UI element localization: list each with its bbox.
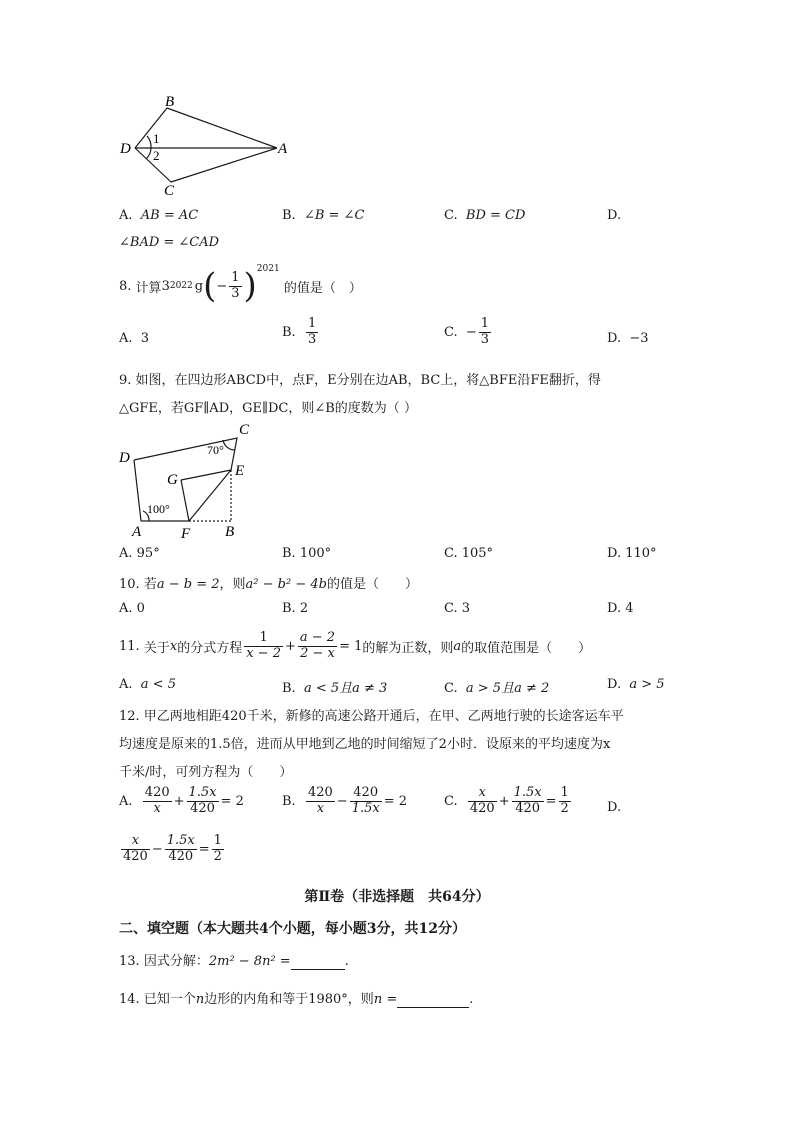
- fig9-label-f: F: [181, 526, 191, 542]
- fig9-label-a: A: [132, 524, 142, 540]
- q12-option-d: $\frac{x}{420}$ − $\frac{1.5x}{420}$ = $\frac{1}{2}$: [123, 833, 222, 864]
- q9-option-b: B. 100°: [282, 546, 332, 561]
- q10-stem: 10. 若a − b = 2，则a² − b² − 4b的值是（ ）: [119, 577, 418, 592]
- q8-option-a: A. 3: [119, 331, 150, 346]
- q8-option-d: D. −3: [607, 331, 649, 346]
- q10-option-b: B. 2: [282, 601, 309, 616]
- q14-stem: 14. 已知一个n边形的内角和等于1980°，则n = .: [119, 992, 474, 1007]
- fig9-angle-a: 100°: [147, 502, 170, 516]
- section2-title: 第Ⅱ卷（非选择题 共64分）: [304, 889, 490, 905]
- q14-answer-blank[interactable]: [397, 992, 469, 1008]
- q11-option-c: C. a > 5且a ≠ 2: [444, 681, 550, 696]
- q12-option-c: C. $\frac{x}{420}$ + $\frac{1.5x}{420}$ = $\frac{1}{2}$: [444, 785, 569, 816]
- q8-stem: 8. 计算 3 2022 g ( − $\frac{1}{3}$ ) $^{2021}$ 的值是（ ）: [119, 264, 362, 306]
- fig7-label-a: A: [278, 141, 288, 157]
- q9-option-c: C. 105°: [444, 546, 494, 561]
- q7-option-d-label: D.: [607, 208, 622, 223]
- fig9-angle-c: 70°: [207, 443, 224, 457]
- q10-option-d: D. 4: [607, 601, 634, 616]
- fig7-label-b: B: [165, 94, 175, 110]
- q7-figure: [115, 92, 295, 202]
- q7-option-c: C. BD = CD: [444, 208, 526, 223]
- q11-option-b: B. a < 5且a ≠ 3: [282, 681, 388, 696]
- q8-option-c: C. − $\frac{1}{3}$: [444, 316, 490, 347]
- q12-stem-line3: 千米/时，可列方程为（ ）: [119, 765, 293, 780]
- fig7-label-c: C: [164, 183, 175, 199]
- q9-figure: [115, 418, 265, 543]
- q9-stem-line2: △GFE，若GF∥AD，GE∥DC，则∠B的度数为（ ）: [119, 401, 417, 416]
- fig7-label-d: D: [120, 141, 131, 157]
- q10-option-a: A. 0: [119, 601, 145, 616]
- q9-stem-line1: 9. 如图，在四边形ABCD中，点F，E分别在边AB，BC上，将△BFE沿FE翻折，得: [119, 373, 601, 388]
- q12-stem-line1: 12. 甲乙两地相距420千米，新修的高速公路开通后，在甲、乙两地行驶的长途客运车平: [119, 709, 624, 724]
- fig9-label-e: E: [235, 463, 245, 479]
- fig9-label-d: D: [119, 450, 130, 466]
- q13-answer-blank[interactable]: [291, 954, 345, 970]
- q13-stem: 13. 因式分解：2m² − 8n² = .: [119, 954, 349, 969]
- q9-option-a: A. 95°: [119, 546, 160, 561]
- q10-option-c: C. 3: [444, 601, 471, 616]
- q12-option-b: B. $\frac{420}{x}$ − $\frac{420}{1.5x}$ = 2: [282, 785, 407, 816]
- q11-option-a: A. a < 5: [119, 677, 176, 692]
- q12-stem-line2: 均速度是原来的1.5倍，进而从甲地到乙地的时间缩短了2小时．设原来的平均速度为x: [119, 737, 611, 752]
- q11-option-d: D. a > 5: [607, 677, 665, 692]
- q12-option-a: A. $\frac{420}{x}$ + $\frac{1.5x}{420}$ = 2: [119, 785, 244, 816]
- fig7-angle-2: 2: [153, 148, 160, 163]
- q12-option-d-label: D.: [607, 800, 622, 815]
- q8-option-b: B. $\frac{1}{3}$: [282, 316, 317, 347]
- q7-option-d: ∠BAD = ∠CAD: [119, 235, 220, 250]
- section2-part-heading: 二、填空题（本大题共4个小题，每小题3分，共12分）: [119, 921, 466, 937]
- q9-option-d: D. 110°: [607, 546, 657, 561]
- q7-option-b: B. ∠B = ∠C: [282, 208, 365, 223]
- fig9-label-g: G: [167, 472, 178, 488]
- fig9-label-b: B: [225, 524, 235, 540]
- fig7-angle-1: 1: [153, 131, 160, 146]
- fig9-label-c: C: [239, 422, 250, 438]
- q7-option-a: A. AB = AC: [119, 208, 199, 223]
- q11-stem: 11. 关于 x 的分式方程 $\frac{1}{x - 2}$ + $\frac{a - 2}{2 - x}$ = 1 的解为正数，则 a 的取值范围是（ ）: [119, 629, 592, 661]
